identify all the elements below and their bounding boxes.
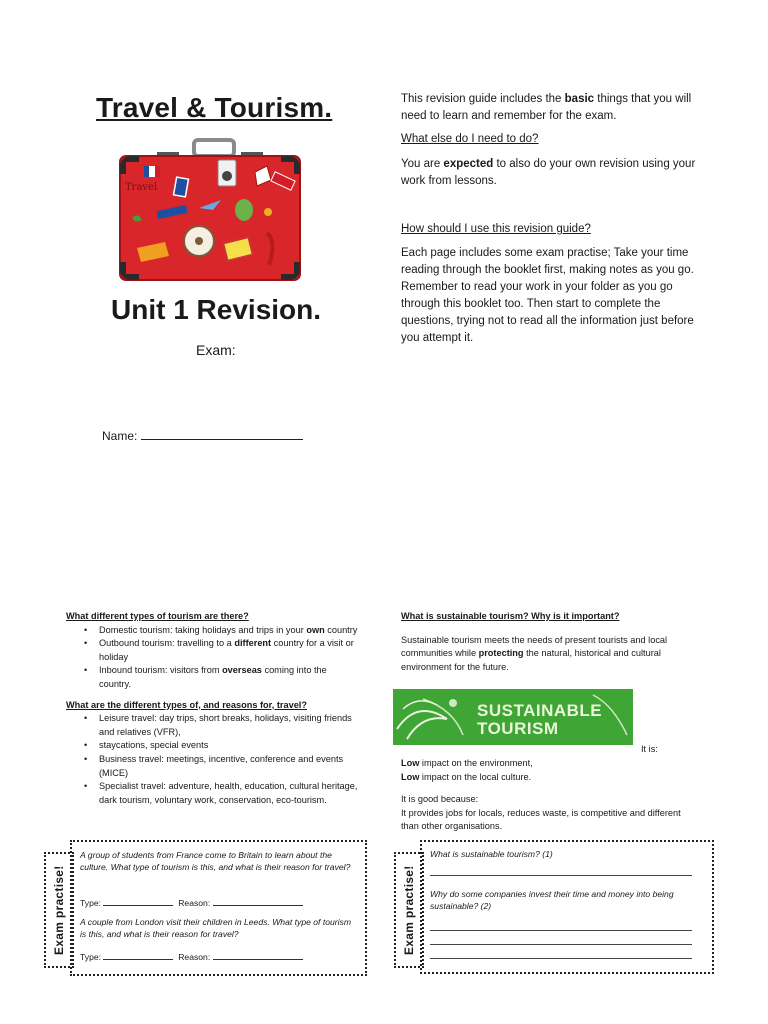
- exam-practise-box-left: [70, 840, 367, 976]
- expected-text: You are: [401, 158, 444, 170]
- it-is-label: It is:: [641, 744, 658, 754]
- answer-line[interactable]: [430, 944, 692, 945]
- sustainable-section: [401, 610, 701, 674]
- intro-text-end: things that you will need to learn and remember for the exam.: [401, 93, 692, 122]
- banner-line-2: TOURISM: [477, 719, 559, 738]
- reason-label: Reason:: [178, 898, 211, 908]
- expected-paragraph: [401, 156, 711, 190]
- reason-answer-line[interactable]: [213, 950, 303, 960]
- expected-text-end: to also do your own revision using your work from lessons.: [401, 158, 696, 187]
- answer-line[interactable]: [430, 875, 692, 876]
- reasons-item: • staycations, special events: [99, 739, 358, 753]
- page-title: Travel & Tourism.: [96, 92, 333, 123]
- sustainable-tourism-banner: [393, 689, 633, 745]
- question-couple-london: A couple from London visit their children in Leeds. What type of tourism is this, and what is their reason for travel?: [80, 917, 351, 940]
- types-item: • Inbound tourism: visitors from overseas coming into the country.: [99, 664, 358, 691]
- question-what-is-sustainable: What is sustainable tourism? (1): [430, 849, 553, 859]
- question-students-france: A group of students from France come to Britain to learn about the culture. What type of tourism is this, and what is their reason for travel?: [80, 850, 351, 873]
- name-label: Name:: [102, 429, 138, 443]
- expected-bold: expected: [443, 158, 494, 170]
- types-item: • Outbound tourism: travelling to a different country for a visit or holiday: [99, 637, 358, 664]
- types-section: [66, 610, 366, 807]
- sustainable-definition: Sustainable tourism meets the needs of present tourists and local communities while protecting the natural, historical and cultural environment for the future.: [401, 634, 668, 672]
- good-because-text: It provides jobs for locals, reduces waste, is competitive and different than other organisations.: [401, 807, 681, 832]
- answer-line[interactable]: [430, 958, 692, 959]
- reasons-item: • Business travel: meetings, incentive, conference and events (MICE): [99, 753, 358, 780]
- answer-line[interactable]: [430, 930, 692, 931]
- banner-line-1: SUSTAINABLE: [477, 701, 603, 720]
- exam-practise-box-right: [420, 840, 714, 974]
- intro-bold: basic: [564, 93, 595, 105]
- reasons-heading: What are the different types of, and reasons for, travel?: [66, 699, 307, 710]
- name-field: [102, 428, 303, 443]
- intro-text: This revision guide includes the: [401, 93, 565, 105]
- types-heading: What different types of tourism are there?: [66, 611, 249, 621]
- reasons-item: • Specialist travel: adventure, health, education, cultural heritage, dark tourism, voluntary work, conservation, eco-tourism.: [99, 780, 358, 807]
- intro-paragraph: [401, 91, 711, 125]
- suitcase-sticker-text: Travel: [125, 182, 158, 193]
- sustainable-heading: What is sustainable tourism? Why is it important?: [401, 611, 620, 621]
- question-why-invest: Why do some companies invest their time and money into being sustainable? (2): [430, 889, 674, 912]
- type-label: Type:: [80, 898, 102, 908]
- answer-row-2: [80, 950, 303, 963]
- exam-label: Exam:: [196, 342, 236, 358]
- reasons-item: • Leisure travel: day trips, short breaks, holidays, visiting friends and relatives (VFR),: [99, 712, 358, 739]
- type-label: Type:: [80, 952, 102, 962]
- suitcase-image: [117, 138, 303, 286]
- impact-list: [401, 757, 701, 834]
- exam-practise-label: Exam practise!: [402, 865, 416, 955]
- types-item: • Domestic tourism: taking holidays and trips in your own country: [99, 624, 358, 638]
- heading-what-else: What else do I need to do?: [401, 133, 539, 145]
- name-blank-line: [141, 428, 303, 440]
- reason-answer-line[interactable]: [213, 896, 303, 906]
- answer-row-1: [80, 896, 303, 909]
- impact-culture: Low impact on the local culture.: [401, 771, 532, 782]
- type-answer-line[interactable]: [103, 950, 173, 960]
- type-answer-line[interactable]: [103, 896, 173, 906]
- how-to-use-paragraph: Each page includes some exam practise; Take your time reading through the booklet first, making notes as you go. Remember to read your work in your folder as you go through this booklet too. Then start to complete the questions, trying not to read all the information just before you attempt it.: [401, 247, 694, 344]
- good-because-label: It is good because:: [401, 794, 479, 805]
- heading-how-to-use: How should I use this revision guide?: [401, 223, 591, 235]
- unit-title: Unit 1 Revision.: [111, 294, 322, 325]
- exam-practise-label: Exam practise!: [52, 865, 66, 955]
- impact-environment: Low impact on the environment,: [401, 758, 533, 768]
- reason-label: Reason:: [178, 952, 211, 962]
